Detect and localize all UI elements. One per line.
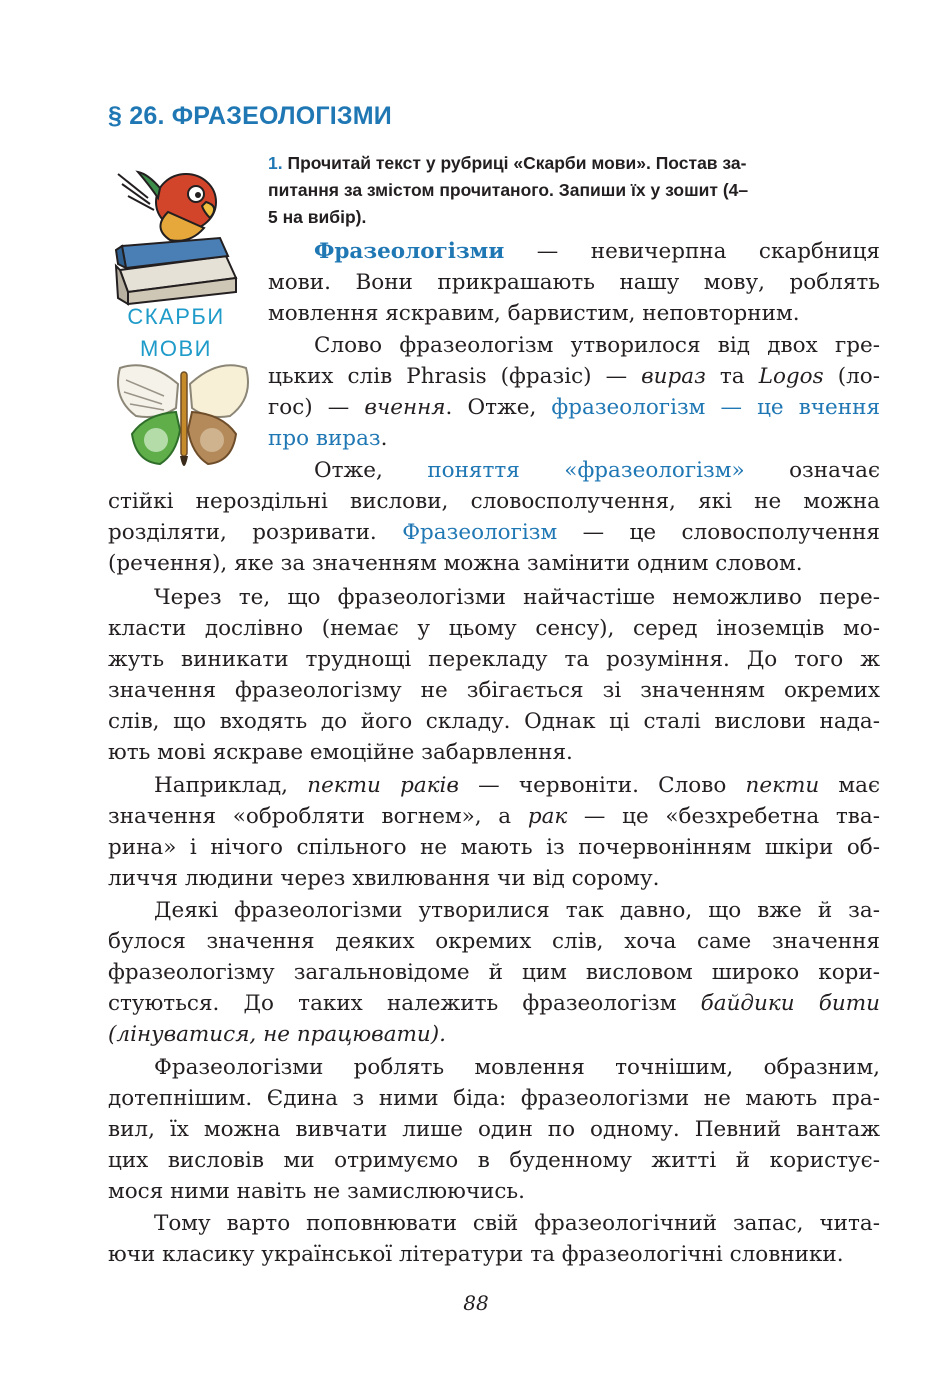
p4-line-3: жуть виникати труднощі перекладу та розуміння. До того ж xyxy=(108,647,880,672)
p8-line-2: ючи класику української літератури та фразеологічні словники. xyxy=(108,1242,844,1267)
p3-l3-b: — це словосполучення xyxy=(557,520,880,545)
p1-line-3: мовлення яскравим, барвистим, неповторним. xyxy=(268,301,800,326)
section-heading: § 26. ФРАЗЕОЛОГІЗМИ xyxy=(108,102,392,130)
term-frazeolohizmy: Фразеологізми xyxy=(314,239,505,264)
p6-l4-baidyky-byty: байдики бити xyxy=(700,991,880,1016)
p7-line-5: мося ними навіть не замислюючись. xyxy=(108,1179,525,1204)
p2-line-2 xyxy=(268,361,880,392)
p2-line-1 xyxy=(268,330,880,361)
rubric-label-line-1: СКАРБИ xyxy=(127,304,225,329)
p3-l3-a: розділяти, розривати. xyxy=(108,520,403,545)
p5-line-1 xyxy=(154,770,880,801)
p1-line-1-rest: — невичерпна скарбниця xyxy=(504,239,880,264)
p3-line-2: стійкі нероздільні вислови, словосполучення, які не можна xyxy=(108,489,880,514)
p2-line-3 xyxy=(268,392,880,423)
task-line-1: Прочитай текст у рубриці «Скарби мови». Постав за- xyxy=(287,153,747,173)
p2-l3-a: гос) — xyxy=(268,395,365,420)
p6-line-4 xyxy=(108,988,880,1019)
p5-l1-pekty-rakiv: пекти раків xyxy=(307,773,459,798)
p1-line-1 xyxy=(268,236,880,267)
task-line-3: 5 на вибір). xyxy=(268,207,367,227)
p6-line-1: Деякі фразеологізми утворилися так давно, що вже й за- xyxy=(154,898,880,923)
p5-l2-b: — це «безхребетна тва- xyxy=(567,804,880,829)
p5-l2-rak: рак xyxy=(527,804,568,829)
p2-l4-end: . xyxy=(380,426,388,451)
p7-line-3: вил, їх можна вивчати лише один по одному. Певний вантаж xyxy=(108,1117,880,1142)
p4-line-4: значення фразеологізму не збігається зі значенням окремих xyxy=(108,678,880,703)
task-line-2: питання за змістом прочитаного. Запиши їх у зошит (4– xyxy=(268,180,749,200)
skarby-movy-illustration xyxy=(108,158,253,480)
p3-l3-highlight: Фразеологізм xyxy=(402,520,558,545)
p6-line-2: булося значення деяких окремих слів, хоча саме значення xyxy=(108,929,880,954)
books-icon xyxy=(116,238,236,304)
p5-l1-c: має xyxy=(819,773,881,798)
p2-l4-highlight: про вираз xyxy=(268,426,381,451)
p3-l1-a: Отже, xyxy=(314,458,428,483)
p2-line-4 xyxy=(268,423,880,454)
p4-line-2: класти дослівно (немає у цьому сенсу), серед іноземців мо- xyxy=(108,616,880,641)
parrot-icon xyxy=(118,172,216,241)
task-number: 1. xyxy=(268,153,283,173)
p3-line-1 xyxy=(268,455,880,486)
page-number: 88 xyxy=(463,1291,489,1315)
p5-l1-a: Наприклад, xyxy=(154,773,308,798)
p1-line-2: мови. Вони прикрашають нашу мову, роблять xyxy=(268,270,880,295)
p6-line-5 xyxy=(108,1019,880,1050)
p4-line-5: слів, що входять до його складу. Однак ці сталі вислови нада- xyxy=(108,709,880,734)
p5-l1-pekty: пекти xyxy=(745,773,820,798)
p5-l1-b: — червоніти. Слово xyxy=(458,773,746,798)
p2-l2-b: та xyxy=(705,364,759,389)
p5-line-3: рина» і нічого спільного не мають із почервонінням шкіри об- xyxy=(108,835,880,860)
p3-line-3 xyxy=(108,517,880,548)
p2-l3-highlight: фразеологізм — це вчення xyxy=(551,395,881,420)
rubric-label-line-2: МОВИ xyxy=(140,336,212,361)
p4-line-6: ють мові яскраве емоційне забарвлення. xyxy=(108,740,573,765)
p7-line-1: Фразеологізми роблять мовлення точнішим, образним, xyxy=(154,1055,880,1080)
p4-line-1: Через те, що фразеологізми найчастіше неможливо пере- xyxy=(154,585,880,610)
p2-l3-vchennia: вчення xyxy=(364,395,446,420)
p7-line-4: цих висловів ми отримуємо в буденному житті й користує- xyxy=(108,1148,880,1173)
p5-line-2 xyxy=(108,801,880,832)
p5-line-4: личчя людини через хвилювання чи від сорому. xyxy=(108,866,660,891)
p2-l2-c: (ло- xyxy=(823,364,880,389)
p2-l3-b: . Отже, xyxy=(445,395,552,420)
p6-line-3: фразеологізму загальновідоме й цим висловом широко кори- xyxy=(108,960,880,985)
p2-line-1-text: Слово фразеологізм утворилося від двох гре- xyxy=(314,333,880,358)
p2-l2-a: цьких слів Phrasis (фразіс) — xyxy=(268,364,642,389)
p3-l1-b: означає xyxy=(744,458,880,483)
p2-l2-vyraz: вираз xyxy=(641,364,706,389)
p7-line-2: дотепнішим. Єдина з ними біда: фразеологізми не мають пра- xyxy=(108,1086,880,1111)
p8-line-1: Тому варто поповнювати свій фразеологічний запас, чита- xyxy=(154,1211,880,1236)
p5-l2-a: значення «обробляти вогнем», а xyxy=(108,804,528,829)
task-instruction xyxy=(268,150,880,231)
p2-l2-logos: Logos xyxy=(758,364,824,389)
p6-l4-a: стуються. До таких належить фразеологізм xyxy=(108,991,701,1016)
p3-l1-highlight: поняття «фразеологізм» xyxy=(427,458,745,483)
p6-l5-meaning: (лінуватися, не працювати). xyxy=(108,1022,446,1047)
p3-line-4: (речення), яке за значенням можна замінити одним словом. xyxy=(108,551,803,576)
butterfly-brush-icon xyxy=(118,365,248,466)
